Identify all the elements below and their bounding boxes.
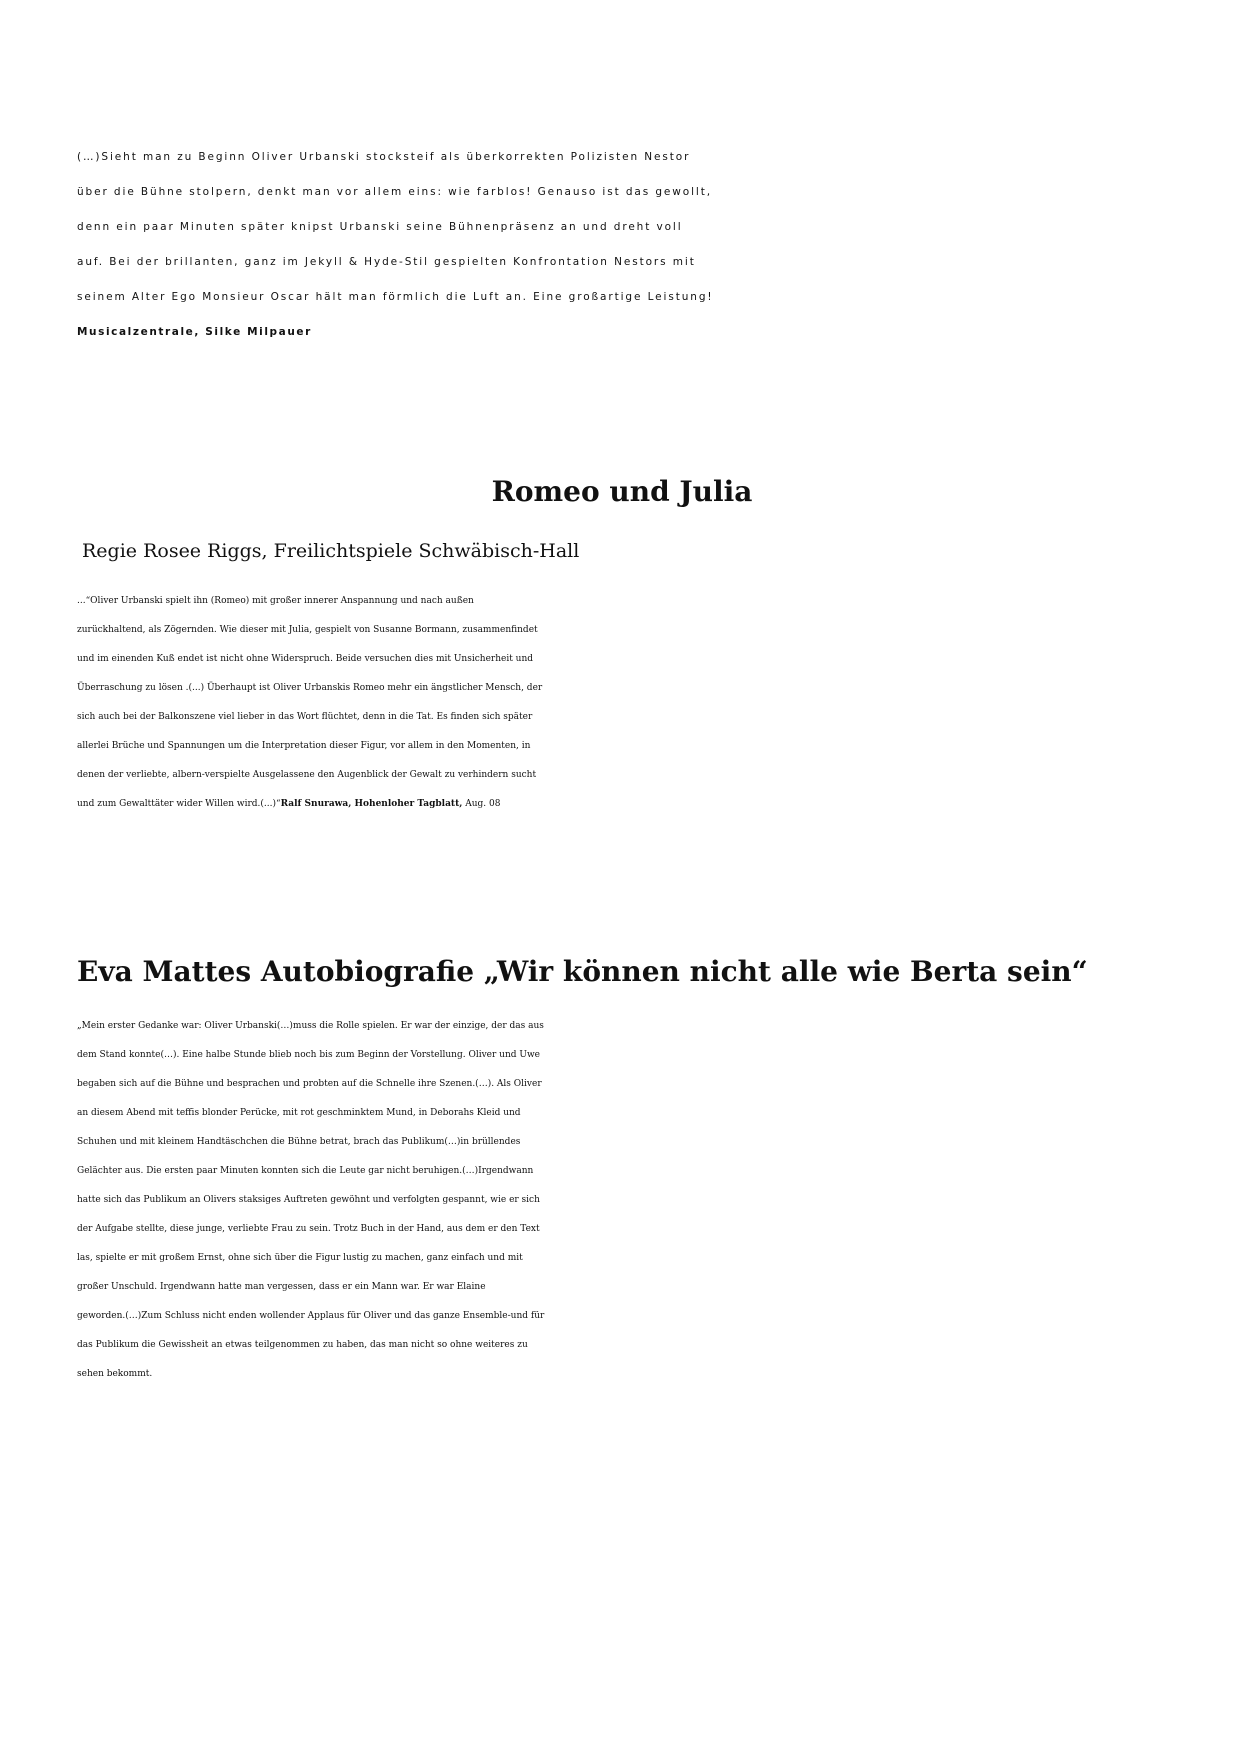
review-romeo xyxy=(77,587,1167,819)
review-line: denn ein paar Minuten später knipst Urbanski seine Bühnenpräsenz an und dreht voll xyxy=(77,221,683,233)
quote-line: hatte sich das Publikum an Olivers staksiges Auftreten gewöhnt und verfolgten gespannt, wie er sich xyxy=(77,1195,540,1205)
review-line: sich auch bei der Balkonszene viel lieber in das Wort flüchtet, denn in die Tat. Es finden sich später xyxy=(77,712,533,722)
quote-line: Gelächter aus. Die ersten paar Minuten konnten sich die Leute gar nicht beruhigen.(…)Irgendwann xyxy=(77,1166,534,1176)
quote-line: der Aufgabe stellte, diese junge, verliebte Frau zu sein. Trotz Buch in der Hand, aus dem er den Text xyxy=(77,1224,540,1234)
quote-line: „Mein erster Gedanke war: Oliver Urbanski(…)muss die Rolle spielen. Er war der einzige, der das aus xyxy=(77,1021,544,1031)
review-line: seinem Alter Ego Monsieur Oscar hält man förmlich die Luft an. Eine großartige Leistung! xyxy=(77,291,714,303)
review-date: Aug. 08 xyxy=(462,799,501,809)
review-line: allerlei Brüche und Spannungen um die Interpretation dieser Figur, vor allem in den Momenten, in xyxy=(77,741,531,751)
quote-eva-mattes xyxy=(77,1012,1167,1389)
review-line-text: und zum Gewalttäter wider Willen wird.(...)“ xyxy=(77,799,281,809)
review-source: Ralf Snurawa, Hohenloher Tagblatt, xyxy=(280,799,463,809)
review-line: und im einenden Kuß endet ist nicht ohne Widerspruch. Beide versuchen dies mit Unsicherheit und xyxy=(77,654,534,664)
review-line: auf. Bei der brillanten, ganz im Jekyll & Hyde-Stil gespielten Konfrontation Nestors mit xyxy=(77,256,696,268)
review-line: über die Bühne stolpern, denkt man vor allem eins: wie farblos! Genauso ist das gewollt, xyxy=(77,186,712,198)
quote-line: las, spielte er mit großem Ernst, ohne sich über die Figur lustig zu machen, ganz einfach und mit xyxy=(77,1253,523,1263)
quote-line: dem Stand konnte(…). Eine halbe Stunde blieb noch bis zum Beginn der Vorstellung. Oliver und Uwe xyxy=(77,1050,540,1060)
review-line: (…)Sieht man zu Beginn Oliver Urbanski stocksteif als überkorrekten Polizisten Nestor xyxy=(77,151,691,163)
quote-line: das Publikum die Gewissheit an etwas teilgenommen zu haben, das man nicht so ohne weiteres zu xyxy=(77,1340,528,1350)
review-line-last xyxy=(77,790,1167,819)
quote-line: geworden.(…)Zum Schluss nicht enden wollender Applaus für Oliver und das ganze Ensemble-und für xyxy=(77,1311,545,1321)
review-source: Musicalzentrale, Silke Milpauer xyxy=(77,326,312,338)
quote-line: an diesem Abend mit teffis blonder Perücke, mit rot geschminktem Mund, in Deborahs Kleid und xyxy=(77,1108,521,1118)
review-line: Überraschung zu lösen .(...) Überhaupt ist Oliver Urbanskis Romeo mehr ein ängstlicher Mensch, der xyxy=(77,683,543,693)
review-line: ...“Oliver Urbanski spielt ihn (Romeo) mit großer innerer Anspannung und nach außen xyxy=(77,596,474,606)
review-line: zurückhaltend, als Zögernden. Wie dieser mit Julia, gespielt von Susanne Bormann, zusammenfindet xyxy=(77,625,538,635)
romeo-production-credit: Regie Rosee Riggs, Freilichtspiele Schwäbisch-Hall xyxy=(82,540,580,562)
quote-line: großer Unschuld. Irgendwann hatte man vergessen, dass er ein Mann war. Er war Elaine xyxy=(77,1282,486,1292)
quote-line: sehen bekommt. xyxy=(77,1369,153,1379)
review-musicalzentrale xyxy=(77,140,1167,350)
section-title-romeo: Romeo und Julia xyxy=(491,475,753,508)
review-line: denen der verliebte, albern-verspielte Ausgelassene den Augenblick der Gewalt zu verhindern sucht xyxy=(77,770,537,780)
section-title-eva-mattes: Eva Mattes Autobiografie „Wir können nicht alle wie Berta sein“ xyxy=(77,955,1088,988)
quote-line: begaben sich auf die Bühne und besprachen und probten auf die Schnelle ihre Szenen.(…). Als Oliver xyxy=(77,1079,542,1089)
quote-line: Schuhen und mit kleinem Handtäschchen die Bühne betrat, brach das Publikum(…)in brüllendes xyxy=(77,1137,521,1147)
